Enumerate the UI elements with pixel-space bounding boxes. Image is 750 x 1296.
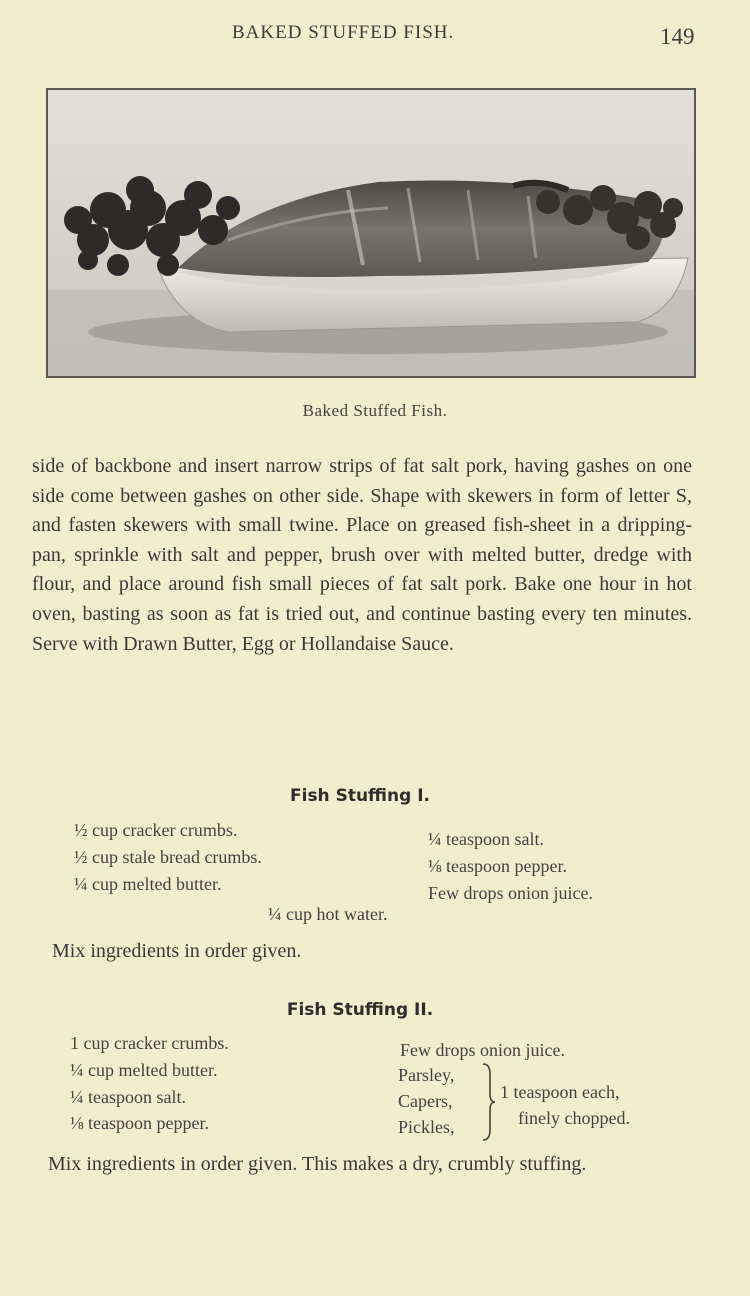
- ingredient-2-1: 1 cup cracker crumbs.: [70, 1033, 229, 1053]
- stuffing-1-instruction: Mix ingredients in order given.: [52, 940, 302, 962]
- running-head: BAKED STUFFED FISH.: [232, 22, 455, 43]
- heading-fish-stuffing-2: Fish Stuffing II.: [286, 1000, 434, 1020]
- ingredient-1-5: ⅛ teaspoon pepper.: [428, 856, 567, 876]
- ingredient-2-4: ⅛ teaspoon pepper.: [70, 1113, 209, 1133]
- heading-fish-stuffing-1: Fish Stuffing I.: [290, 786, 430, 806]
- ingredient-1-3: ¼ cup melted butter.: [74, 874, 222, 894]
- curly-brace-icon: [480, 1062, 496, 1142]
- ingredient-2-2: ¼ cup melted butter.: [70, 1060, 218, 1080]
- brace-note-preparation: finely chopped.: [518, 1108, 630, 1128]
- brace-note-quantity: 1 teaspoon each,: [500, 1082, 620, 1102]
- photo-baked-stuffed-fish: [46, 88, 696, 378]
- figure-caption: Baked Stuffed Fish.: [302, 401, 448, 420]
- ingredient-1-1: ½ cup cracker crumbs.: [74, 820, 238, 840]
- stuffing-2-instruction: Mix ingredients in order given. This makes a dry, crumbly stuffing.: [48, 1153, 587, 1175]
- fish-platter-illustration: [48, 90, 694, 376]
- ingredient-2-capers: Capers,: [398, 1091, 453, 1111]
- ingredient-2-5: Few drops onion juice.: [400, 1040, 565, 1060]
- ingredient-2-3: ¼ teaspoon salt.: [70, 1087, 186, 1107]
- ingredient-1-7: ¼ cup hot water.: [268, 904, 388, 924]
- recipe-body-paragraph: side of backbone and insert narrow strips of fat salt pork, having gashes on one side come between gashes on other side. Shape with skewers in form of letter S, and fasten skewers with small twine. Place on greased fish-sheet in a dripping-pan, sprinkle with salt and pepper, brush over with melted butter, dredge with flour, and place around fish small pieces of fat salt pork. Bake one hour in hot oven, basting as soon as fat is tried out, and continue basting every ten minutes. Serve with Drawn Butter, Egg or Hollandaise Sauce.: [32, 455, 692, 655]
- ingredient-1-6: Few drops onion juice.: [428, 883, 593, 903]
- ingredient-2-parsley: Parsley,: [398, 1065, 455, 1085]
- ingredient-1-4: ¼ teaspoon salt.: [428, 829, 544, 849]
- page-number: 149: [660, 24, 695, 49]
- ingredient-2-pickles: Pickles,: [398, 1117, 455, 1137]
- ingredient-1-2: ½ cup stale bread crumbs.: [74, 847, 262, 867]
